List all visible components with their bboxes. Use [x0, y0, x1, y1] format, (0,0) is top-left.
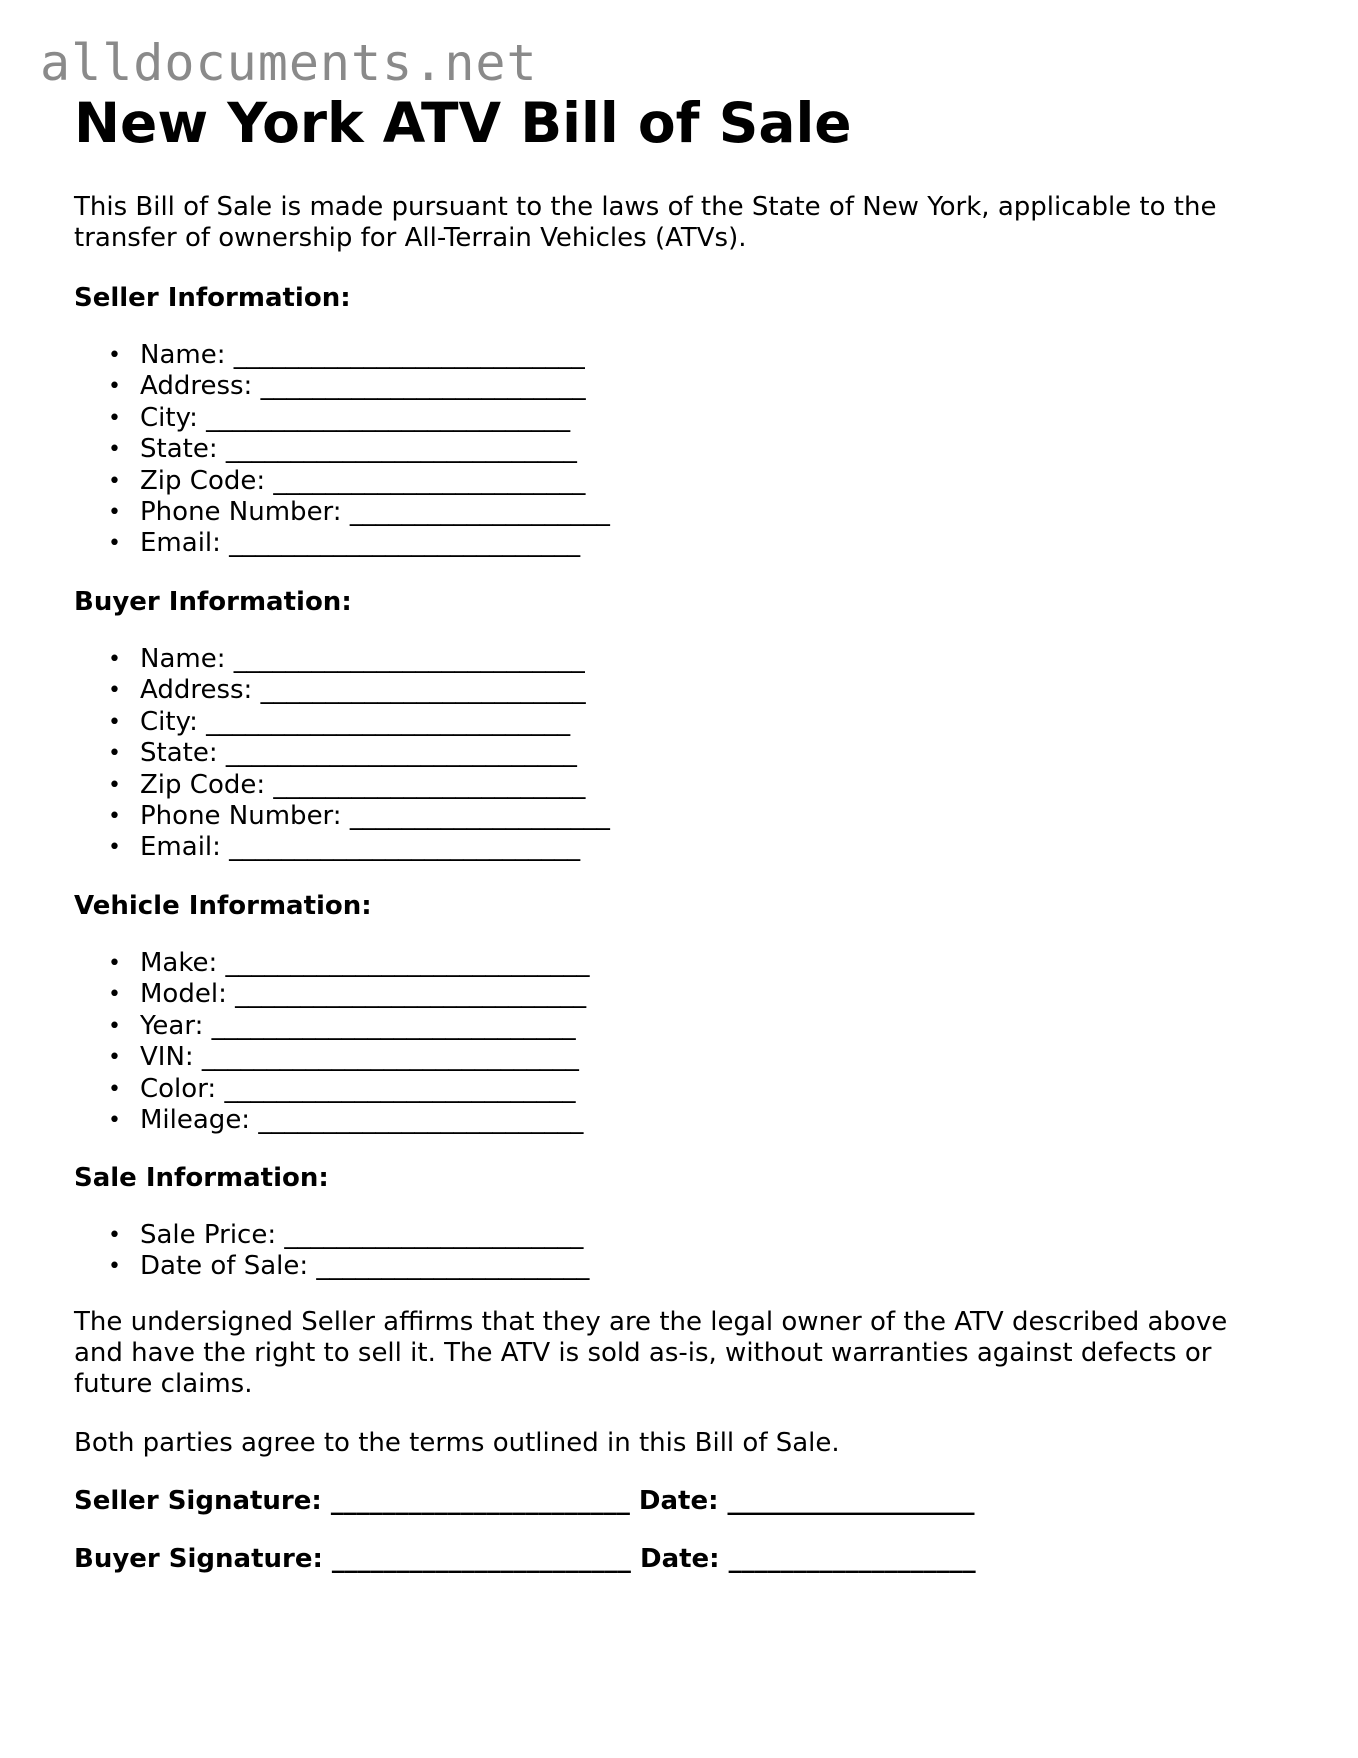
bullet-icon: •	[108, 1013, 121, 1039]
buyer-state-field: State: ___________________________	[140, 738, 577, 769]
buyer-zip-field: Zip Code: ________________________	[140, 769, 586, 800]
list-item	[74, 403, 610, 434]
list-item	[74, 340, 610, 371]
bullet-icon: •	[108, 647, 121, 672]
intro-paragraph: This Bill of Sale is made pursuant to the laws of the State of New York, applicable to the transfer of ownership for All-Terrain Vehicles (ATVs).	[74, 192, 1217, 253]
seller-name-field: Name: ___________________________	[140, 340, 585, 370]
vehicle-model-field: Model: ___________________________	[140, 979, 587, 1010]
seller-signature-line: Seller Signature: _______________________ Date: ___________________	[74, 1486, 975, 1516]
buyer-name-field: Name: ___________________________	[140, 644, 585, 674]
affirmation-paragraph: The undersigned Seller affirms that they are the legal owner of the ATV described above and have the right to sell it. The ATV is sold as-is, without warranties against defects or future claims.	[74, 1307, 1228, 1399]
bullet-icon: •	[108, 803, 121, 829]
vehicle-make-field: Make: ____________________________	[140, 948, 590, 978]
vehicle-year-field: Year: ____________________________	[140, 1010, 576, 1041]
list-item	[74, 1251, 589, 1282]
page-title: New York ATV Bill of Sale	[74, 91, 852, 155]
list-item	[74, 738, 610, 769]
list-item	[74, 1105, 590, 1136]
seller-phone-field: Phone Number: ____________________	[140, 496, 610, 527]
list-item	[74, 770, 610, 801]
agreement-paragraph: Both parties agree to the terms outlined in this Bill of Sale.	[74, 1428, 840, 1458]
vehicle-color-field: Color: ___________________________	[140, 1073, 576, 1104]
buyer-info-list	[74, 644, 610, 864]
seller-zip-field: Zip Code: ________________________	[140, 465, 586, 496]
buyer-signature-line: Buyer Signature: _______________________ Date: ___________________	[74, 1544, 976, 1574]
bullet-icon: •	[108, 1254, 121, 1280]
list-item	[74, 466, 610, 497]
bullet-icon: •	[108, 951, 121, 976]
seller-state-field: State: ___________________________	[140, 434, 577, 465]
bullet-icon: •	[108, 531, 121, 557]
list-item	[74, 497, 610, 528]
list-item	[74, 434, 610, 465]
seller-city-field: City: ____________________________	[140, 402, 571, 433]
list-item	[74, 707, 610, 738]
bullet-icon: •	[108, 678, 121, 704]
list-item	[74, 801, 610, 832]
bullet-icon: •	[108, 343, 121, 368]
bullet-icon: •	[108, 499, 121, 525]
buyer-email-field: Email: ___________________________	[140, 832, 581, 863]
bullet-icon: •	[108, 772, 121, 798]
buyer-city-field: City: ____________________________	[140, 706, 571, 737]
buyer-phone-field: Phone Number: ____________________	[140, 800, 610, 831]
bullet-icon: •	[108, 1045, 121, 1071]
bullet-icon: •	[108, 1076, 121, 1102]
list-item	[74, 1011, 590, 1042]
seller-section-heading: Seller Information:	[74, 283, 351, 313]
list-item	[74, 979, 590, 1010]
list-item	[74, 1220, 589, 1251]
sale-section-heading: Sale Information:	[74, 1163, 329, 1193]
bullet-icon: •	[108, 709, 121, 735]
bullet-icon: •	[108, 1107, 121, 1133]
buyer-section-heading: Buyer Information:	[74, 587, 352, 617]
vehicle-section-heading: Vehicle Information:	[74, 891, 372, 921]
bullet-icon: •	[108, 374, 121, 400]
list-item	[74, 832, 610, 863]
bullet-icon: •	[108, 835, 121, 861]
list-item	[74, 1042, 590, 1073]
bullet-icon: •	[108, 982, 121, 1008]
seller-email-field: Email: ___________________________	[140, 528, 581, 559]
vehicle-mileage-field: Mileage: _________________________	[140, 1104, 584, 1135]
seller-address-field: Address: _________________________	[140, 371, 586, 402]
list-item	[74, 948, 590, 979]
bullet-icon: •	[108, 1223, 121, 1248]
list-item	[74, 1074, 590, 1105]
list-item	[74, 644, 610, 675]
vehicle-vin-field: VIN: _____________________________	[140, 1042, 579, 1073]
vehicle-info-list	[74, 948, 590, 1136]
sale-price-field: Sale Price: _______________________	[140, 1220, 584, 1250]
watermark: alldocuments.net	[40, 34, 538, 92]
seller-info-list	[74, 340, 610, 560]
bullet-icon: •	[108, 437, 121, 463]
list-item	[74, 528, 610, 559]
sale-date-field: Date of Sale: _____________________	[140, 1251, 590, 1282]
list-item	[74, 371, 610, 402]
bullet-icon: •	[108, 405, 121, 431]
sale-info-list	[74, 1220, 589, 1283]
list-item	[74, 675, 610, 706]
bullet-icon: •	[108, 468, 121, 494]
buyer-address-field: Address: _________________________	[140, 675, 586, 706]
bullet-icon: •	[108, 741, 121, 767]
